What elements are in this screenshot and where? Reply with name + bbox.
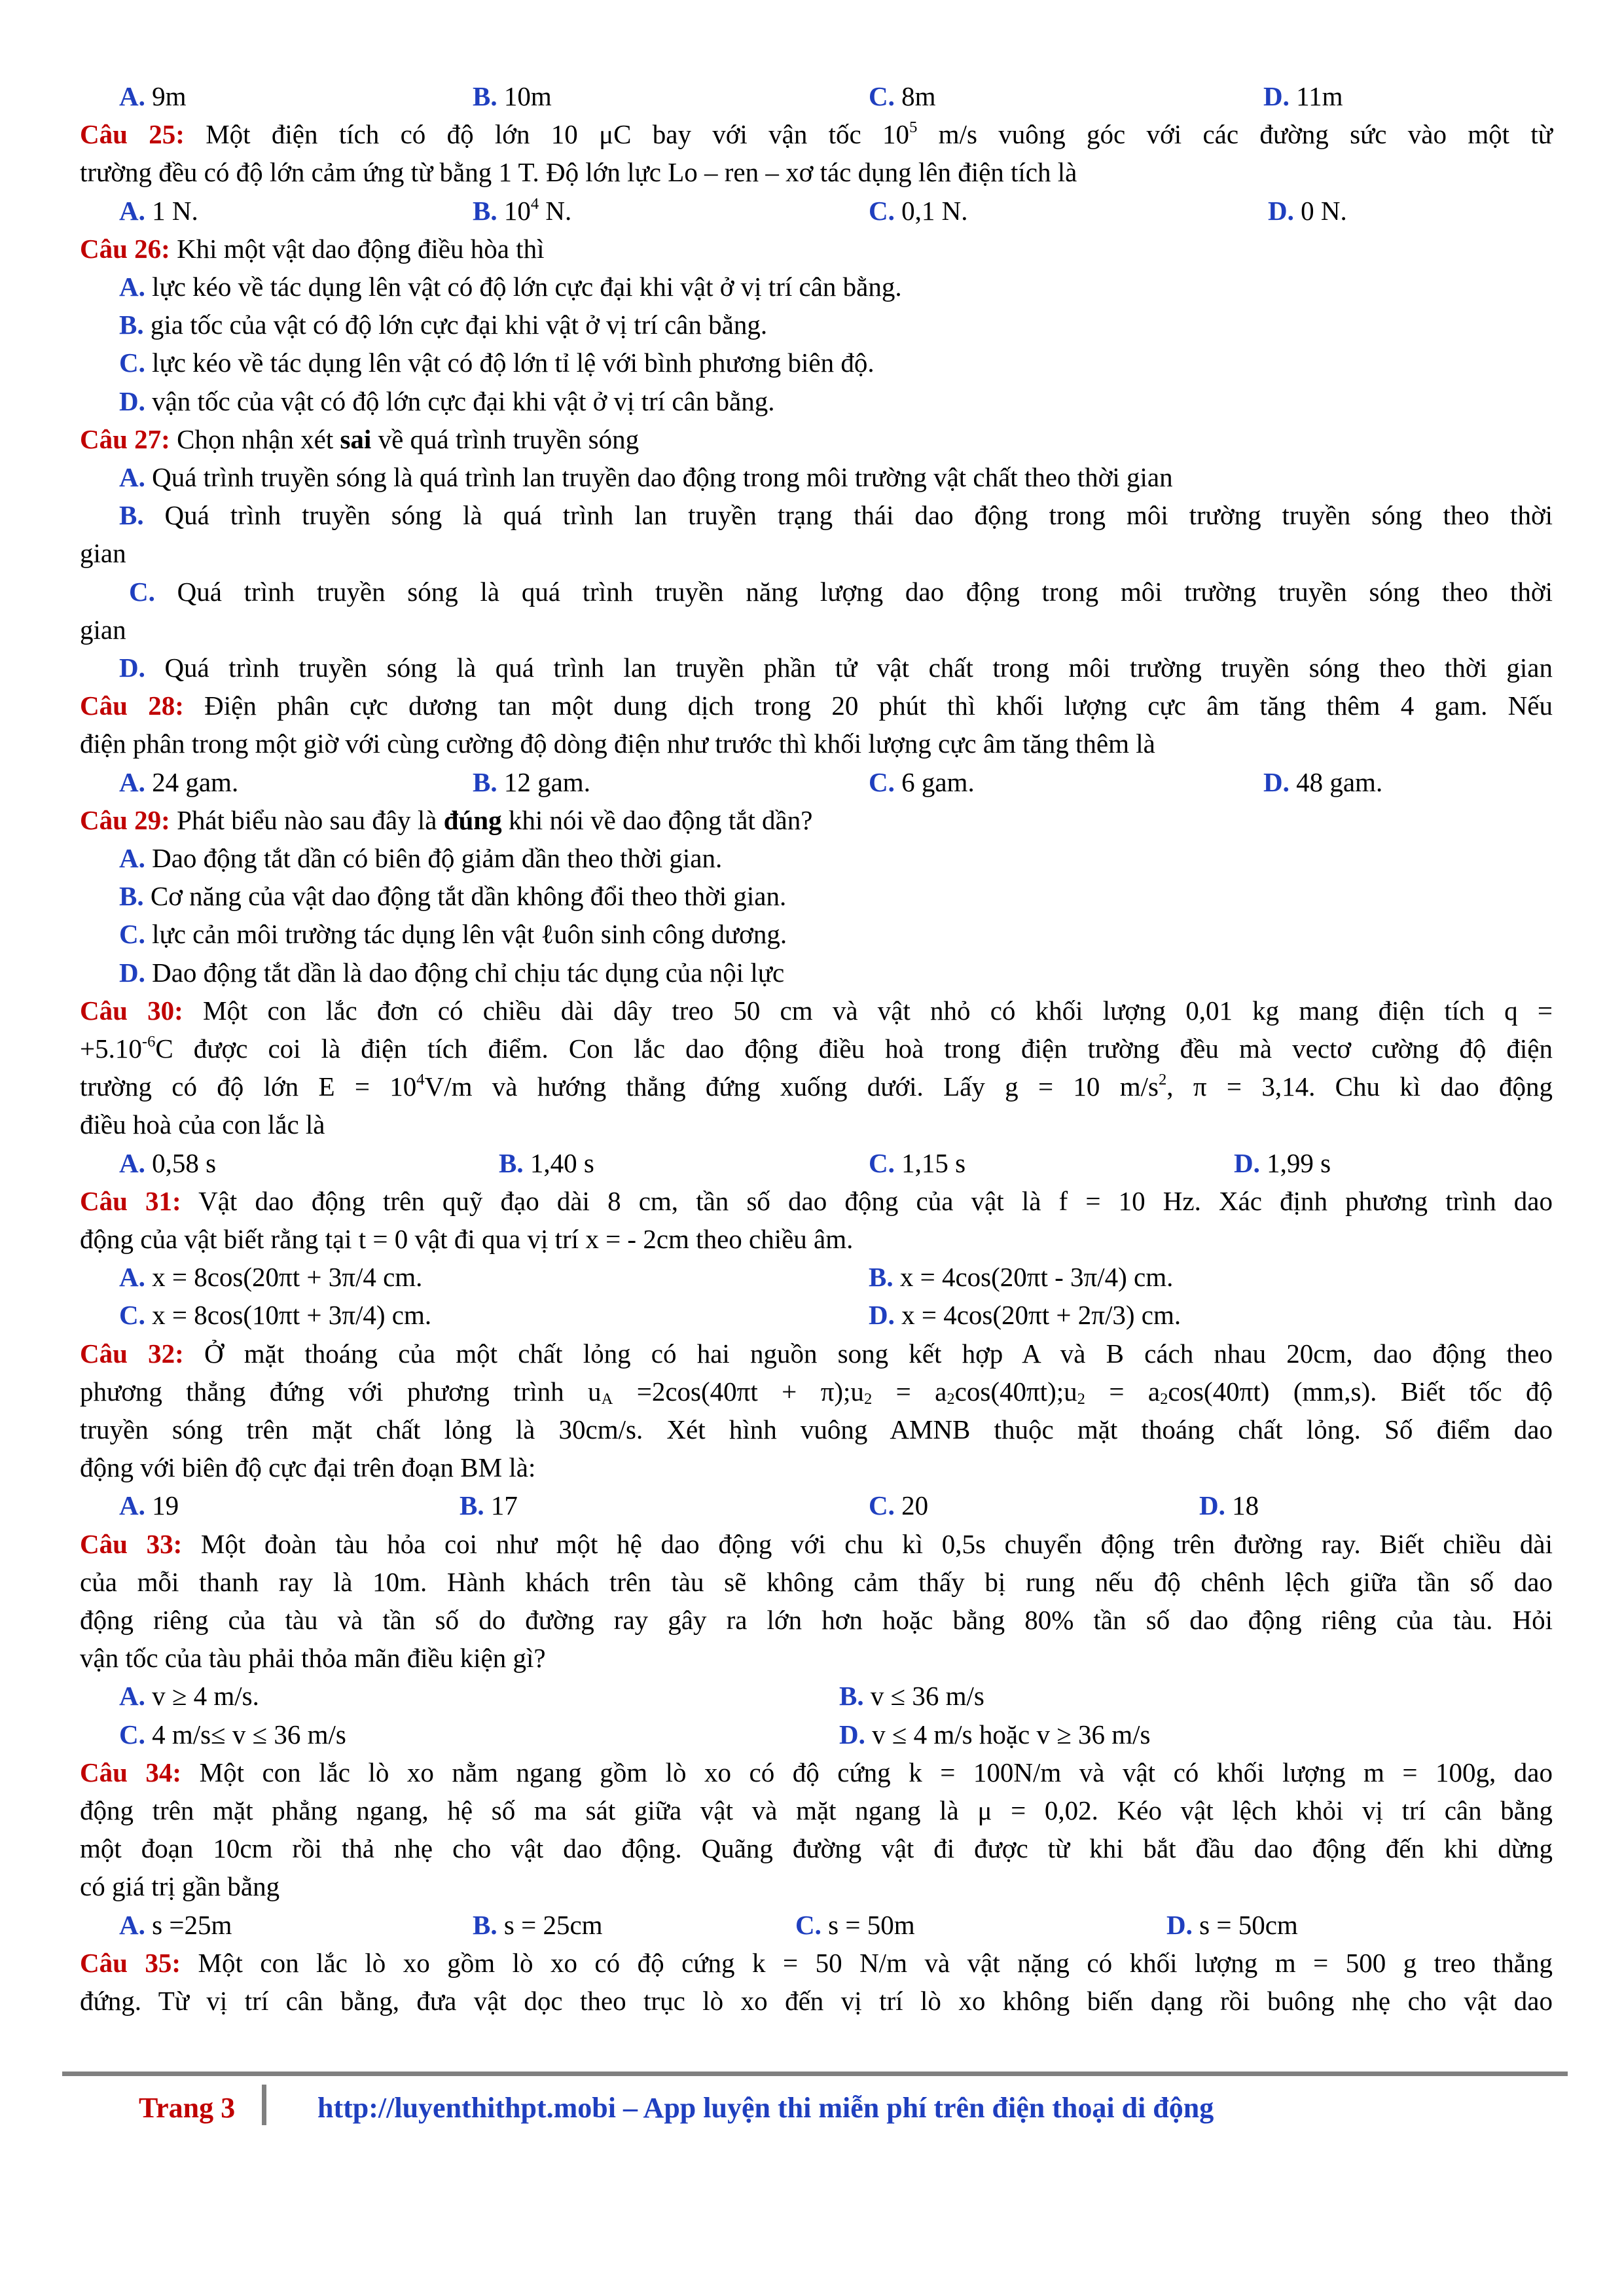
q33-stem-line1: Câu 33: Một đoàn tàu hỏa coi như một hệ dao động với chu kì 0,5s chuyển động trên đường ray. Biết chiều dài	[80, 1528, 1553, 1559]
q30-stem-line3: trường có độ lớn $E = 10^4V/m$ và hướng thẳng đứng xuống dưới. Lấy g = 10 $m/s^2$, π = 3,14. Chu kì dao động	[80, 1071, 1553, 1102]
q30-option-a: A. 0,58 s	[119, 1147, 217, 1178]
q35-stem-line2: đứng. Từ vị trí cân bằng, đưa vật dọc theo trục lò xo đến vị trí lò xo không biến dạng rồi buông nhẹ cho vật dao	[80, 1986, 1553, 2016]
q28-option-d: D. 48 gam.	[1263, 766, 1383, 797]
q32-option-a: A. 19	[119, 1490, 179, 1521]
q27-option-c-line1: C. Quá trình truyền sóng là quá trình truyền năng lượng dao động trong môi trường truyền sóng theo thời	[129, 576, 1553, 607]
q31-option-c: C. x = 8cos(10πt + 3π/4) cm.	[119, 1300, 432, 1331]
q27-option-d: D. Quá trình truyền sóng là quá trình lan truyền phần tử vật chất trong môi trường truyền sóng theo thời gian	[119, 653, 1553, 683]
q33-stem-line2: của mỗi thanh ray là 10m. Hành khách trên tàu sẽ không cảm thấy bị rung nếu độ chênh lệch giữa tần số dao	[80, 1566, 1553, 1597]
q25-option-c: C. 0,1 N.	[869, 195, 968, 226]
q25-stem-line1: Câu 25: Một điện tích có độ lớn 10 μC bay với vận tốc $10^5$ m/s vuông góc với các đường sức vào một từ	[80, 118, 1553, 150]
q29-option-b: B. Cơ năng của vật dao động tắt dần không đổi theo thời gian.	[119, 881, 787, 912]
q34-stem-line3: một đoạn 10cm rồi thả nhẹ cho vật dao động. Quãng đường vật đi được từ khi bắt đầu dao động đến khi dừng	[80, 1833, 1553, 1864]
q31-stem-line2: động của vật biết rằng tại t = 0 vật đi qua vị trí x = - 2cm theo chiều âm.	[80, 1224, 854, 1255]
q32-option-d: D. 18	[1199, 1490, 1259, 1521]
q33-option-d: D. v ≤ 4 m/s hoặc v ≥ 36 m/s	[839, 1719, 1151, 1749]
q31-option-d: D. x = 4cos(20πt + 2π/3) cm.	[869, 1300, 1182, 1331]
q34-option-b: B. s = 25cm	[473, 1909, 603, 1940]
q33-options-row1	[80, 1677, 1553, 1715]
q34-stem-line1: Câu 34: Một con lắc lò xo nằm ngang gồm lò xo có độ cứng k = 100N/m và vật có khối lượng m = 100g, dao	[80, 1757, 1553, 1787]
q27-option-a: A. Quá trình truyền sóng là quá trình lan truyền dao động trong môi trường vật chất theo thời gian	[119, 462, 1173, 492]
page-footer	[0, 2085, 1624, 2137]
q32-stem-line4: động với biên độ cực đại trên đoạn BM là:	[80, 1452, 536, 1483]
q32-option-b: B. 17	[460, 1490, 518, 1521]
q33-option-c: C. 4 m/s≤ v ≤ 36 m/s	[119, 1719, 346, 1749]
q32-options	[80, 1486, 1553, 1524]
q28-stem-line1: Câu 28: Điện phân cực dương tan một dung dịch trong 20 phút thì khối lượng cực âm tăng thêm 4 gam. Nếu	[80, 691, 1553, 721]
q28-stem-line2: điện phân trong một giờ với cùng cường độ dòng điện như trước thì khối lượng cực âm tăng thêm là	[80, 728, 1155, 759]
q25-stem-line2: trường đều có độ lớn cảm ứng từ bằng 1 T. Độ lớn lực Lo – ren – xơ tác dụng lên điện tích là	[80, 157, 1077, 188]
q34-option-c: C. s = 50m	[795, 1909, 915, 1940]
q24-option-b: B. 10m	[473, 81, 552, 111]
q26-option-d: D. vận tốc của vật có độ lớn cực đại khi vật ở vị trí cân bằng.	[119, 386, 775, 416]
q31-option-a: A. x = 8cos(20πt + 3π/4 cm.	[119, 1262, 423, 1293]
q26-option-a: A. lực kéo về tác dụng lên vật có độ lớn cực đại khi vật ở vị trí cân bằng.	[119, 271, 902, 302]
q33-option-a: A. v ≥ 4 m/s.	[119, 1681, 259, 1712]
footer-separator	[262, 2085, 266, 2125]
q25-option-a: A. 1 N.	[119, 195, 198, 226]
q29-stem: Câu 29: Phát biểu nào sau đây là đúng khi nói về dao động tắt dần?	[80, 804, 813, 835]
q25-option-d: D. 0 N.	[1268, 195, 1347, 226]
q31-stem-line1: Câu 31: Vật dao động trên quỹ đạo dài 8 cm, tần số dao động của vật là f = 10 Hz. Xác định phương trình dao	[80, 1185, 1553, 1216]
q34-stem-line2: động trên mặt phẳng ngang, hệ số ma sát giữa vật và mặt ngang là μ = 0,02. Kéo vật lệch khỏi vị trí cân bằng	[80, 1795, 1553, 1825]
q32-stem-line2: phương thẳng đứng với phương trình $u_A =2\cos(40\pi t$ + $\pi);u_2$ = $a_2\cos(40\pi t);u_2 = a_2\cos(40\pi t)$ (mm,s). Biết tốc độ	[80, 1376, 1553, 1408]
q30-option-d: D. 1,99 s	[1234, 1147, 1331, 1178]
q28-option-c: C. 6 gam.	[869, 766, 975, 797]
q30-stem-line2: $+5.10^{-6}C$ được coi là điện tích điểm. Con lắc dao động điều hoà trong điện trường đều mà vectơ cường độ điện	[80, 1032, 1553, 1064]
q33-option-b: B. v ≤ 36 m/s	[839, 1681, 984, 1712]
q33-stem-line4: vận tốc của tàu phải thỏa mãn điều kiện gì?	[80, 1643, 546, 1674]
q29-option-a: A. Dao động tắt dần có biên độ giảm dần theo thời gian.	[119, 843, 723, 874]
q31-options-row1	[80, 1258, 1553, 1296]
q34-stem-line4: có giá trị gần bằng	[80, 1871, 280, 1902]
q34-option-d: D. s = 50cm	[1166, 1909, 1298, 1940]
q26-option-c: C. lực kéo về tác dụng lên vật có độ lớn tỉ lệ với bình phương biên độ.	[119, 348, 875, 378]
q27-stem: Câu 27: Chọn nhận xét sai về quá trình truyền sóng	[80, 423, 640, 454]
q27-option-b-line2: gian	[80, 538, 126, 569]
q34-options	[80, 1906, 1553, 1944]
q27-option-c-line2: gian	[80, 614, 126, 645]
q35-stem-line1: Câu 35: Một con lắc lò xo gồm lò xo có độ cứng k = 50 N/m và vật nặng có khối lượng m = 500 g treo thẳng	[80, 1947, 1553, 1978]
footer-rule	[62, 2072, 1568, 2076]
q24-options	[80, 77, 1553, 115]
q32-stem-line3: truyền sóng trên mặt chất lỏng là 30cm/s. Xét hình vuông AMNB thuộc mặt thoáng chất lỏng. Số điểm dao	[80, 1414, 1553, 1445]
q30-stem-line4: điều hoà của con lắc là	[80, 1109, 325, 1140]
q30-stem-line1: Câu 30: Một con lắc đơn có chiều dài dây treo 50 cm và vật nhỏ có khối lượng 0,01 kg mang điện tích q =	[80, 995, 1553, 1026]
q33-stem-line3: động riêng của tàu và tần số do đường ray gây ra lớn hơn hoặc bằng 80% tần số dao động riêng của tàu. Hỏi	[80, 1605, 1553, 1636]
exam-page	[80, 77, 1553, 2020]
page-number: Trang 3	[139, 2092, 236, 2124]
q26-option-b: B. gia tốc của vật có độ lớn cực đại khi vật ở vị trí cân bằng.	[119, 310, 768, 340]
q24-option-d: D. 11m	[1263, 81, 1343, 111]
q25-options	[80, 192, 1553, 230]
q30-option-b: B. 1,40 s	[499, 1147, 594, 1178]
q29-option-c: C. lực cản môi trường tác dụng lên vật ℓuôn sinh công dương.	[119, 919, 787, 950]
q30-options	[80, 1144, 1553, 1182]
q31-options-row2	[80, 1296, 1553, 1334]
q28-option-b: B. 12 gam.	[473, 766, 590, 797]
q31-option-b: B. x = 4cos(20πt - 3π/4) cm.	[869, 1262, 1174, 1293]
q25-option-b: B. $10^4$ N.	[473, 194, 572, 226]
q24-option-a: A. 9m	[119, 81, 187, 111]
q32-stem-line1: Câu 32: Ở mặt thoáng của một chất lỏng có hai nguồn song kết hợp A và B cách nhau 20cm, dao động theo	[80, 1338, 1553, 1369]
q29-option-d: D. Dao động tắt dần là dao động chỉ chịu tác dụng của nội lực	[119, 957, 785, 988]
q27-option-b-line1: B. Quá trình truyền sóng là quá trình lan truyền trạng thái dao động trong môi trường truyền sóng theo thời	[119, 500, 1553, 531]
q28-options	[80, 763, 1553, 801]
q30-option-c: C. 1,15 s	[869, 1147, 966, 1178]
q33-options-row2	[80, 1715, 1553, 1753]
q34-option-a: A. s =25m	[119, 1909, 232, 1940]
q26-stem: Câu 26: Khi một vật dao động điều hòa thì	[80, 233, 545, 264]
q24-option-c: C. 8m	[869, 81, 936, 111]
q28-option-a: A. 24 gam.	[119, 766, 239, 797]
footer-site-link[interactable]: http://luyenthithpt.mobi – App luyện thi miễn phí trên điện thoại di động	[317, 2092, 1214, 2124]
q32-option-c: C. 20	[869, 1490, 929, 1521]
